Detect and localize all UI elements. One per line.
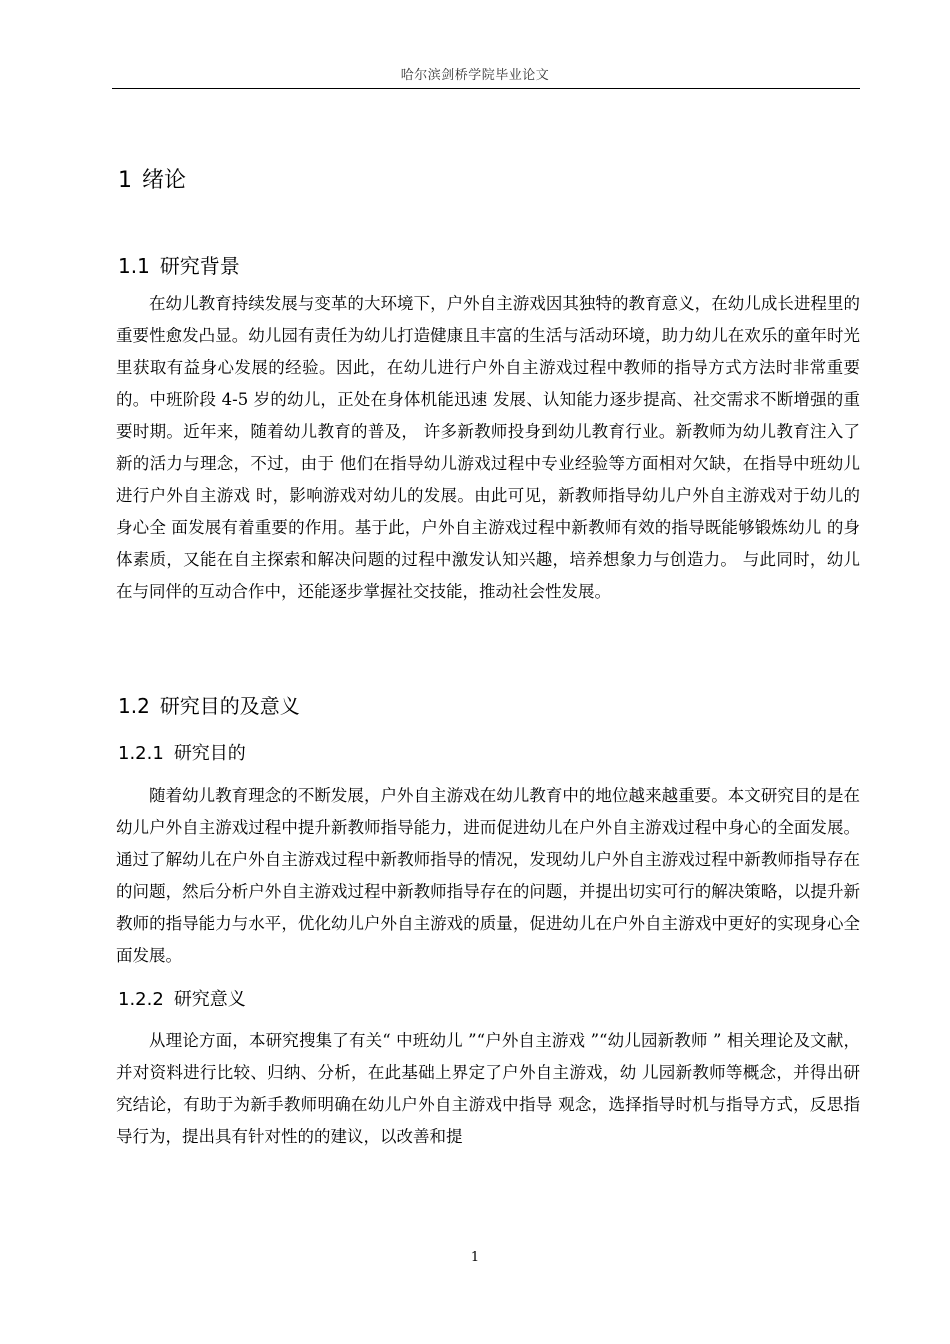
section-heading-background <box>118 250 240 279</box>
chapter-number: 1 <box>118 168 132 193</box>
section-heading-purpose-significance <box>118 690 300 719</box>
section-title: 研究背景 <box>159 254 240 278</box>
chapter-heading <box>118 163 186 194</box>
subsection-number: 1.2.1 <box>118 743 164 764</box>
section-number: 1.1 <box>118 254 150 278</box>
section-title: 研究目的及意义 <box>159 694 300 718</box>
subsection-title: 研究目的 <box>173 743 246 764</box>
section-number: 1.2 <box>118 694 150 718</box>
purpose-paragraph: 随着幼儿教育理念的不断发展，户外自主游戏在幼儿教育中的地位越来越重要。本文研究目的是在幼儿户外自主游戏过程中提升新教师指导能力，进而促进幼儿在户外自主游戏过程中身心的全面发展。通过了解幼儿在户外自主游戏过程中新教师指导的情况，发现幼儿户外自主游戏过程中新教师指导存在的问题，然后分析户外自主游戏过程中新教师指导存在的问题，并提出切实可行的解决策略，以提升新教师的指导能力与水平，优化幼儿户外自主游戏的质量，促进幼儿在户外自主游戏中更好的实现身心全面发展。 <box>116 786 860 965</box>
significance-paragraph: 从理论方面，本研究搜集了有关“ 中班幼儿 ”“户外自主游戏 ”“幼儿园新教师 ” 相关理论及文献，并对资料进行比较、归纳、分析，在此基础上界定了户外自主游戏，幼 儿园新教师等概念，并得出研究结论，有助于为新手教师明确在幼儿户外自主游戏中指导 观念，选择指导时机与指导方式，反思指导行为，提出具有针对性的的建议，以改善和提 <box>116 1031 860 1146</box>
running-header: 哈尔滨剑桥学院毕业论文 <box>400 68 550 83</box>
page-number: 1 <box>470 1250 480 1265</box>
subsection-heading-purpose <box>118 739 246 765</box>
background-paragraph: 在幼儿教育持续发展与变革的大环境下，户外自主游戏因其独特的教育意义，在幼儿成长进程里的重要性愈发凸显。幼儿园有责任为幼儿打造健康且丰富的生活与活动环境，助力幼儿在欢乐的童年时光里获取有益身心发展的经验。因此，在幼儿进行户外自主游戏过程中教师的指导方式方法时非常重要的。中班阶段 4-5 岁的幼儿，正处在身体机能迅速 发展、认知能力逐步提高、社交需求不断增强的重要时期。近年来，随着幼儿教育的普及， 许多新教师投身到幼儿教育行业。新教师为幼儿教育注入了新的活力与理念，不过，由于 他们在指导幼儿游戏过程中专业经验等方面相对欠缺，在指导中班幼儿进行户外自主游戏 时，影响游戏对幼儿的发展。由此可见，新教师指导幼儿户外自主游戏对于幼儿的身心全 面发展有着重要的作用。基于此，户外自主游戏过程中新教师有效的指导既能够锻炼幼儿 的身体素质，又能在自主探索和解决问题的过程中激发认知兴趣，培养想象力与创造力。 与此同时，幼儿在与同伴的互动合作中，还能逐步掌握社交技能，推动社会性发展。 <box>116 294 860 601</box>
subsection-title: 研究意义 <box>173 989 246 1010</box>
subsection-heading-significance <box>118 985 246 1011</box>
header-divider <box>112 88 860 89</box>
chapter-title: 绪论 <box>142 168 187 193</box>
subsection-number: 1.2.2 <box>118 989 164 1010</box>
